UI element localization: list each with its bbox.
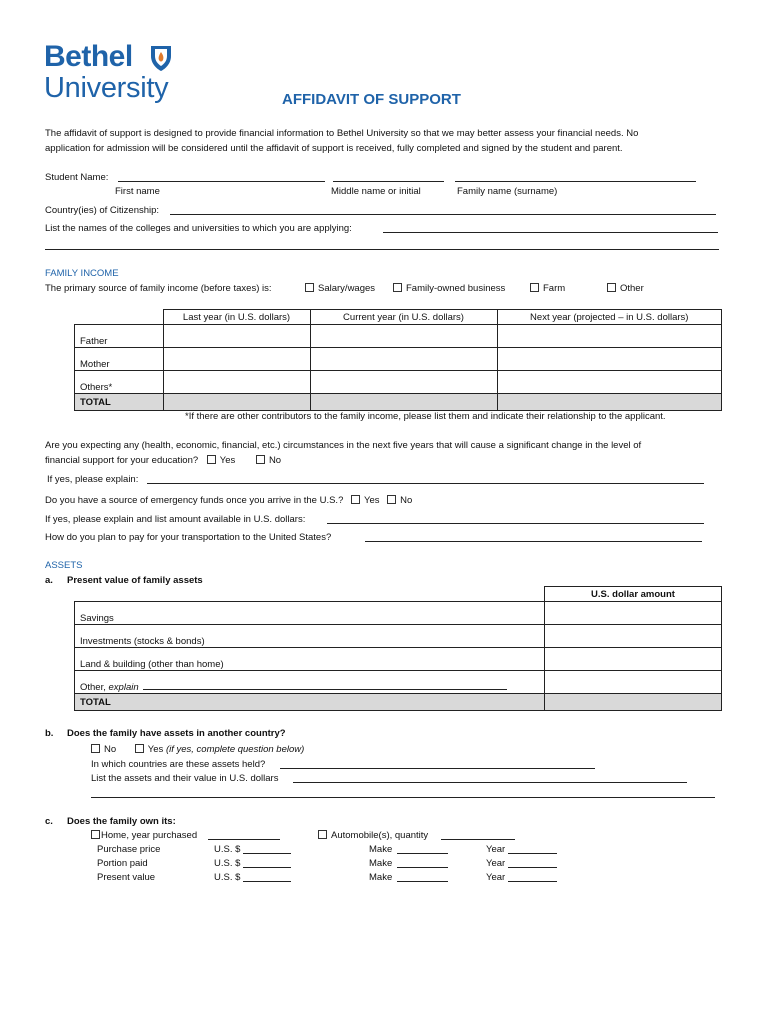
year-field[interactable] xyxy=(508,844,557,854)
year-field[interactable] xyxy=(508,872,557,882)
assets-c-title: Does the family own its: xyxy=(67,816,176,827)
checkbox-icon[interactable] xyxy=(305,283,314,292)
make-label: Make xyxy=(369,858,393,869)
assets-b-letter: b. xyxy=(45,728,54,739)
circumstances-yes[interactable]: Yes xyxy=(207,455,236,466)
income-source-question: The primary source of family income (before taxes) is: xyxy=(45,283,272,294)
other-explain-field[interactable] xyxy=(143,680,507,690)
us-dollar-label: U.S. $ xyxy=(214,872,241,883)
income-cell[interactable] xyxy=(310,325,497,348)
assets-total-label: TOTAL xyxy=(75,694,545,711)
intro-line-1: The affidavit of support is designed to provide financial information to Bethel University so that we may better assess your financial needs. No xyxy=(45,128,639,139)
shield-icon xyxy=(149,44,173,72)
home-option[interactable]: Home, year purchased xyxy=(91,830,197,841)
us-dollar-label: U.S. $ xyxy=(214,858,241,869)
explain-field[interactable] xyxy=(147,474,704,484)
assets-b-title: Does the family have assets in another country? xyxy=(67,728,286,739)
asset-row-label: Savings xyxy=(75,602,545,625)
asset-row-label: Land & building (other than home) xyxy=(75,648,545,671)
asset-row-label: Investments (stocks & bonds) xyxy=(75,625,545,648)
checkbox-icon[interactable] xyxy=(91,744,100,753)
student-name-label: Student Name: xyxy=(45,172,109,183)
year-label: Year xyxy=(486,844,506,855)
family-name-field[interactable] xyxy=(455,172,696,182)
emergency-question: Do you have a source of emergency funds once you arrive in the U.S.? Yes No xyxy=(45,495,413,506)
transport-question: How do you plan to pay for your transportation to the United States? xyxy=(45,532,332,543)
portion-paid-field[interactable] xyxy=(243,858,291,868)
colleges-field-2[interactable] xyxy=(45,240,719,250)
checkbox-icon[interactable] xyxy=(318,830,327,839)
assets-b-list-field-2[interactable] xyxy=(91,788,715,798)
income-row-label: Mother xyxy=(75,348,164,371)
assets-total-cell[interactable] xyxy=(545,694,722,711)
citizenship-field[interactable] xyxy=(170,205,716,215)
income-header-next-year: Next year (projected – in U.S. dollars) xyxy=(497,310,722,325)
emergency-explain-field[interactable] xyxy=(327,514,704,524)
income-total-cell[interactable] xyxy=(163,394,310,411)
checkbox-icon[interactable] xyxy=(607,283,616,292)
option-farm[interactable]: Farm xyxy=(530,283,565,294)
home-purchase-price-label: Purchase price xyxy=(97,844,161,855)
circumstances-question-2: financial support for your education? Yes No xyxy=(45,455,282,466)
first-name-caption: First name xyxy=(115,186,160,197)
income-cell[interactable] xyxy=(497,371,722,394)
income-cell[interactable] xyxy=(497,348,722,371)
option-salary[interactable]: Salary/wages xyxy=(305,283,375,294)
checkbox-icon[interactable] xyxy=(530,283,539,292)
emergency-explain-label: If yes, please explain and list amount available in U.S. dollars: xyxy=(45,514,306,525)
purchase-price-field[interactable] xyxy=(243,844,291,854)
assets-header-amount: U.S. dollar amount xyxy=(545,587,722,602)
checkbox-icon[interactable] xyxy=(351,495,360,504)
asset-amount-cell[interactable] xyxy=(545,625,722,648)
emergency-yes[interactable]: Yes xyxy=(351,495,380,506)
checkbox-icon[interactable] xyxy=(91,830,100,839)
checkbox-icon[interactable] xyxy=(207,455,216,464)
income-header-last-year: Last year (in U.S. dollars) xyxy=(163,310,310,325)
auto-quantity-field[interactable] xyxy=(441,830,515,840)
income-cell[interactable] xyxy=(163,371,310,394)
present-value-field[interactable] xyxy=(243,872,291,882)
emergency-no[interactable]: No xyxy=(387,495,412,506)
colleges-field[interactable] xyxy=(383,223,718,233)
circumstances-no[interactable]: No xyxy=(256,455,281,466)
transport-field[interactable] xyxy=(365,532,702,542)
assets-heading: ASSETS xyxy=(45,560,83,571)
assets-b-yes[interactable]: Yes xyxy=(135,744,164,755)
make-field[interactable] xyxy=(397,872,448,882)
home-present-value-label: Present value xyxy=(97,872,156,883)
citizenship-label: Country(ies) of Citizenship: xyxy=(45,205,160,216)
income-cell[interactable] xyxy=(163,348,310,371)
option-family-business[interactable]: Family-owned business xyxy=(393,283,505,294)
make-label: Make xyxy=(369,872,393,883)
income-table xyxy=(74,309,722,411)
assets-b-options: No Yes (if yes, complete question below) xyxy=(91,744,304,755)
income-row-label: Others* xyxy=(75,371,164,394)
home-year-field[interactable] xyxy=(208,830,280,840)
income-cell[interactable] xyxy=(163,325,310,348)
income-cell[interactable] xyxy=(310,371,497,394)
income-total-cell[interactable] xyxy=(497,394,722,411)
income-footnote: *If there are other contributors to the family income, please list them and indicate their relationship to the applicant. xyxy=(185,411,666,422)
auto-option[interactable]: Automobile(s), quantity xyxy=(318,830,428,841)
colleges-label: List the names of the colleges and universities to which you are applying: xyxy=(45,223,352,234)
assets-b-no[interactable]: No xyxy=(91,744,116,755)
intro-line-2: application for admission will be considered until the affidavit of support is received, fully completed and signed by the student and parent. xyxy=(45,143,623,154)
make-field[interactable] xyxy=(397,844,448,854)
asset-row-other: Other, explain xyxy=(75,671,545,694)
logo-university: University xyxy=(44,72,169,104)
explain-label: If yes, please explain: xyxy=(47,474,139,485)
family-name-caption: Family name (surname) xyxy=(457,186,558,197)
assets-c-letter: c. xyxy=(45,816,53,827)
assets-table xyxy=(74,586,722,711)
option-other[interactable]: Other xyxy=(607,283,644,294)
family-income-heading: FAMILY INCOME xyxy=(45,268,119,279)
make-label: Make xyxy=(369,844,393,855)
checkbox-icon[interactable] xyxy=(256,455,265,464)
income-cell[interactable] xyxy=(497,325,722,348)
middle-name-field[interactable] xyxy=(333,172,444,182)
assets-b-countries-label: In which countries are these assets held? xyxy=(91,759,266,770)
page-title: AFFIDAVIT OF SUPPORT xyxy=(282,91,461,108)
logo-bethel: Bethel xyxy=(44,40,133,73)
make-field[interactable] xyxy=(397,858,448,868)
year-field[interactable] xyxy=(508,858,557,868)
asset-amount-cell[interactable] xyxy=(545,648,722,671)
income-total-label: TOTAL xyxy=(75,394,164,411)
income-row-label: Father xyxy=(75,325,164,348)
assets-b-list-label: List the assets and their value in U.S. dollars xyxy=(91,773,279,784)
assets-b-countries-field[interactable] xyxy=(280,759,595,769)
circumstances-question-1: Are you expecting any (health, economic, financial, etc.) circumstances in the next five years that will cause a significant change in the level of xyxy=(45,440,642,451)
home-portion-paid-label: Portion paid xyxy=(97,858,148,869)
assets-a-title: Present value of family assets xyxy=(67,575,203,586)
assets-b-list-field[interactable] xyxy=(293,773,687,783)
income-header-current-year: Current year (in U.S. dollars) xyxy=(310,310,497,325)
assets-a-letter: a. xyxy=(45,575,53,586)
year-label: Year xyxy=(486,858,506,869)
year-label: Year xyxy=(486,872,506,883)
checkbox-icon[interactable] xyxy=(387,495,396,504)
first-name-field[interactable] xyxy=(118,172,325,182)
income-total-cell[interactable] xyxy=(310,394,497,411)
checkbox-icon[interactable] xyxy=(135,744,144,753)
income-cell[interactable] xyxy=(310,348,497,371)
checkbox-icon[interactable] xyxy=(393,283,402,292)
middle-name-caption: Middle name or initial xyxy=(331,186,421,197)
asset-amount-cell[interactable] xyxy=(545,602,722,625)
asset-amount-cell[interactable] xyxy=(545,671,722,694)
us-dollar-label: U.S. $ xyxy=(214,844,241,855)
